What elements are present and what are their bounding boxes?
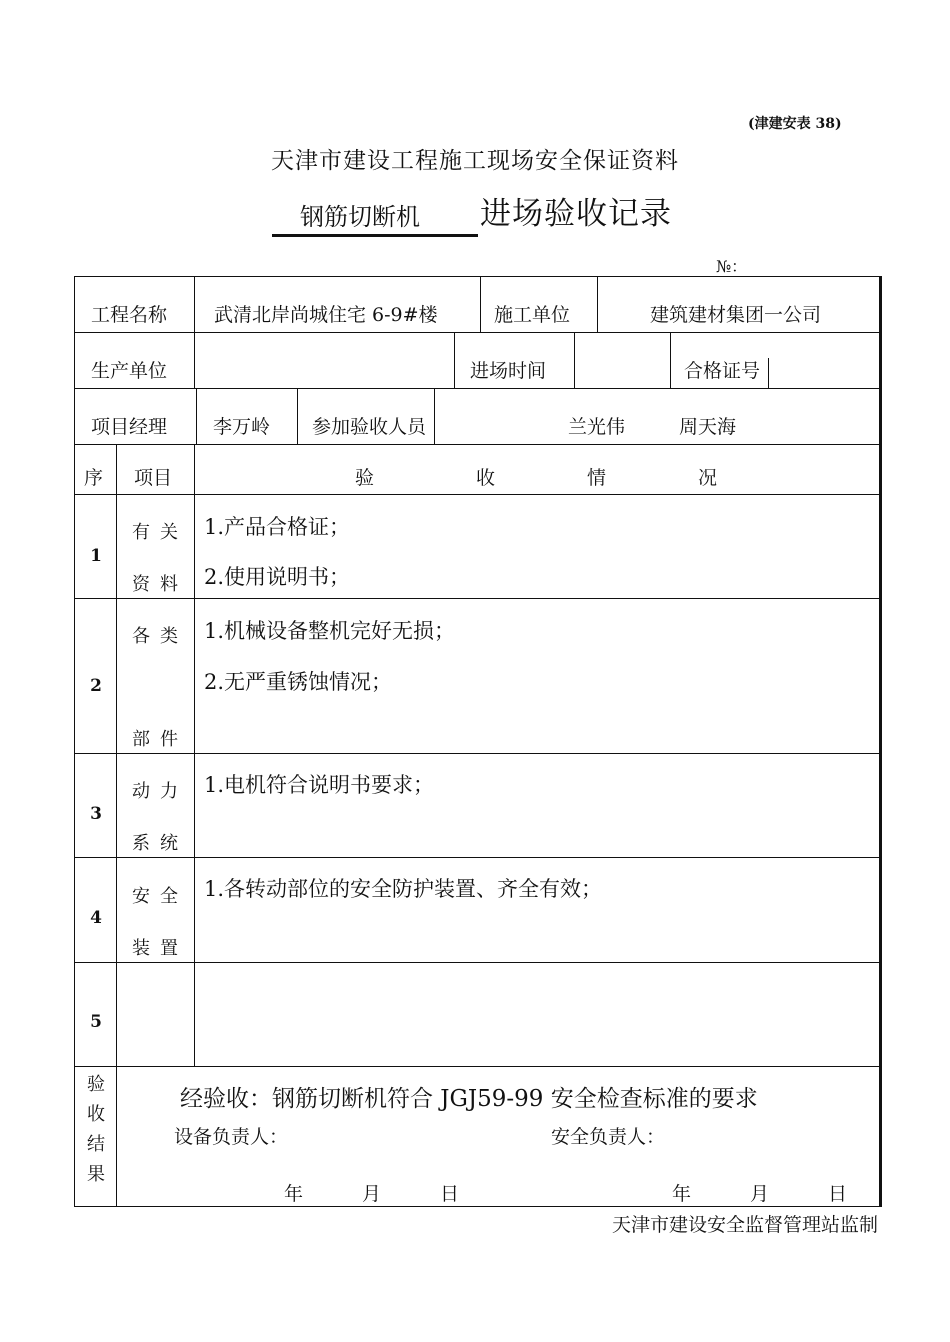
row-line: 2.无严重锈蚀情况； [204,670,393,694]
result-statement: 经验收：钢筋切断机符合 JGJ59-99 安全检查标准的要求 [180,1086,758,1112]
date-day: 日 [828,1183,848,1205]
row-line: 1.机械设备整机完好无损； [204,619,456,643]
row-divider [74,1066,882,1067]
contractor-label: 施工单位 [494,304,571,326]
row-divider [74,857,882,858]
row-line: 1.各转动部位的安全防护装置、齐全有效； [204,877,603,901]
col-divider [194,332,195,388]
inspector-2: 周天海 [679,416,737,438]
row-divider [74,494,882,495]
result-label: 验收结果 [87,1074,105,1185]
entry-time-label: 进场时间 [470,360,547,382]
row-seq: 1 [90,546,102,566]
contractor-value: 建筑建材集团一公司 [650,304,822,326]
col-divider [194,276,195,332]
machine-name: 钢筋切断机 [300,203,420,231]
col-seq: 序 [84,467,104,489]
row-divider [74,753,882,754]
col-item: 项目 [134,467,173,489]
col-divider [574,332,575,388]
row-seq: 4 [90,908,102,928]
row-item-bottom: 部件 [132,729,188,750]
row-divider [74,598,882,599]
date-day: 日 [440,1183,460,1205]
col-divider [297,388,298,444]
date-year: 年 [284,1183,304,1205]
row-seq: 2 [90,676,102,696]
org-title: 天津市建设工程施工现场安全保证资料 [271,148,679,174]
col-divider [480,276,481,332]
project-name-value: 武清北岸尚城住宅 6-9#楼 [214,304,438,326]
row-line: 2.使用说明书； [204,565,351,589]
col-divider [768,358,769,388]
row-item-bottom: 系统 [132,833,188,854]
col-status-2: 收 [476,467,496,489]
manager-label: 项目经理 [91,416,168,438]
safety-owner-label: 安全负责人： [551,1126,666,1148]
col-status-1: 验 [355,467,375,489]
row-item-bottom: 资料 [132,574,188,595]
row-divider [74,332,882,333]
date-month: 月 [362,1183,382,1205]
row-item-bottom: 装置 [132,938,188,959]
certificate-label: 合格证号 [684,360,761,382]
row-seq: 3 [90,804,102,824]
form-code: (津建安表 38) [748,116,842,132]
project-name-label: 工程名称 [91,304,168,326]
col-divider [454,332,455,388]
row-item-top: 动力 [132,781,188,802]
number-label: №： [716,257,748,276]
row-divider [74,444,882,445]
manager-value: 李万岭 [213,416,271,438]
row-line: 1.产品合格证； [204,515,351,539]
row-item-top: 各类 [132,626,188,647]
inspectors-label: 参加验收人员 [312,416,427,438]
col-divider [597,276,598,332]
row-seq: 5 [90,1012,102,1032]
col-status-3: 情 [587,467,607,489]
row-item-top: 安全 [132,886,188,907]
row-item-top: 有关 [132,522,188,543]
col-status-4: 况 [698,467,718,489]
doc-title: 进场验收记录 [480,196,672,232]
machine-name-underline [272,234,478,237]
col-divider [434,388,435,444]
inspector-1: 兰光伟 [568,416,626,438]
equipment-owner-label: 设备负责人： [174,1126,289,1148]
col-divider [194,444,195,1066]
row-line: 1.电机符合说明书要求； [204,773,435,797]
manufacturer-label: 生产单位 [91,360,168,382]
footer-supervisor: 天津市建设安全监督管理站监制 [611,1214,878,1236]
date-year: 年 [672,1183,692,1205]
date-month: 月 [750,1183,770,1205]
col-divider [670,332,671,388]
row-divider [74,962,882,963]
col-divider [196,388,197,444]
